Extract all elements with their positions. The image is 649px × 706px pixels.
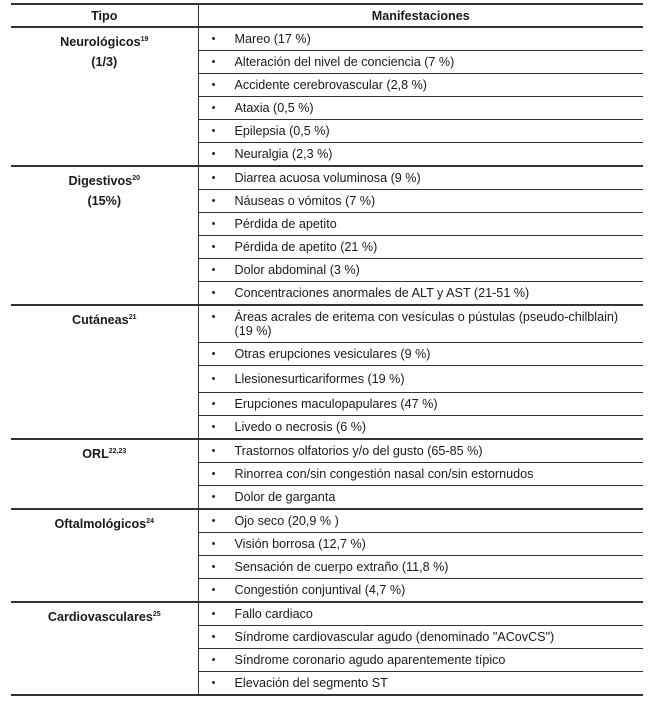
manifestation-text: Llesionesurticariformes (19 %): [234, 372, 405, 386]
list-item: [199, 306, 644, 342]
list-item: [199, 28, 644, 50]
manifestation-text: Visión borrosa (12,7 %): [234, 537, 366, 551]
manifestation-cell: [198, 393, 643, 416]
manifestation-text: Neuralgia (2,3 %): [234, 147, 333, 161]
manifestation-text: Síndrome cardiovascular agudo (denominado "ACovCS"): [234, 630, 555, 644]
table-row: [11, 439, 643, 463]
list-item: [199, 463, 644, 485]
manifestation-cell: [198, 649, 643, 672]
table-row: [11, 305, 643, 343]
manifestation-cell: [198, 190, 643, 213]
list-item: [199, 626, 644, 648]
manifestation-text: Concentraciones anormales de ALT y AST (21-51 %): [234, 286, 530, 300]
bullet-icon: •: [211, 56, 216, 68]
bullet-icon: •: [211, 102, 216, 114]
manifestation-text: Erupciones maculopapulares (47 %): [234, 397, 438, 411]
list-item: [199, 533, 644, 555]
type-label: Cardiovasculares: [47, 610, 153, 624]
list-item: [199, 486, 644, 508]
manifestation-text: Ataxia (0,5 %): [234, 101, 314, 115]
manifestation-cell: [198, 533, 643, 556]
manifestation-cell: [198, 509, 643, 533]
list-item: [199, 213, 644, 235]
manifestation-text: Epilepsia (0,5 %): [234, 124, 330, 138]
bullet-icon: •: [211, 608, 216, 620]
type-label: Oftalmológicos: [54, 517, 147, 531]
manifestation-cell: [198, 166, 643, 190]
list-item: [199, 259, 644, 281]
reference-superscript: 21: [128, 314, 137, 321]
bullet-icon: •: [211, 373, 216, 385]
list-item: [199, 416, 644, 438]
type-label: Neurológicos: [60, 35, 141, 49]
list-item: [199, 603, 644, 625]
type-cell: [11, 439, 198, 509]
manifestation-cell: [198, 343, 643, 366]
manifestation-cell: [198, 672, 643, 696]
bullet-icon: •: [211, 538, 216, 550]
manifestation-cell: [198, 602, 643, 626]
bullet-icon: •: [211, 348, 216, 360]
list-item: [199, 236, 644, 258]
manifestation-text: Alteración del nivel de conciencia (7 %): [234, 55, 455, 69]
bullet-icon: •: [211, 468, 216, 480]
reference-superscript: 25: [152, 611, 161, 618]
reference-superscript: 22,23: [108, 448, 127, 455]
manifestation-cell: [198, 486, 643, 510]
list-item: [199, 343, 644, 365]
list-item: [199, 167, 644, 189]
list-item: [199, 366, 644, 392]
type-subtitle: (1/3): [91, 55, 118, 69]
manifestation-cell: [198, 463, 643, 486]
manifestation-text: Fallo cardiaco: [234, 607, 313, 621]
bullet-icon: •: [211, 195, 216, 207]
list-item: [199, 440, 644, 462]
manifestation-text: Pérdida de apetito (21 %): [234, 240, 378, 254]
type-cell: [11, 27, 198, 166]
reference-superscript: 24: [146, 518, 154, 525]
list-item: [199, 97, 644, 119]
manifestation-cell: [198, 439, 643, 463]
type-label: ORL: [82, 447, 109, 461]
manifestation-text: Trastornos olfatorios y/o del gusto (65-85 %): [234, 444, 483, 458]
bullet-icon: •: [211, 218, 216, 230]
manifestation-text: Náuseas o vómitos (7 %): [234, 194, 376, 208]
manifestation-cell: [198, 579, 643, 603]
table-row: [11, 602, 643, 626]
list-item: [199, 649, 644, 671]
manifestation-cell: [198, 97, 643, 120]
manifestation-text: Síndrome coronario agudo aparentemente típico: [234, 653, 506, 667]
type-label: Cutáneas: [72, 313, 129, 327]
manifestation-text: Dolor abdominal (3 %): [234, 263, 360, 277]
header-row: [11, 4, 643, 27]
header-tipo: Tipo: [11, 4, 198, 27]
manifestation-text: Diarrea acuosa voluminosa (9 %): [234, 171, 421, 185]
list-item: [199, 120, 644, 142]
manifestation-cell: [198, 143, 643, 167]
bullet-icon: •: [211, 148, 216, 160]
manifestation-text: Pérdida de apetito: [234, 217, 337, 231]
table-body: [11, 27, 643, 695]
bullet-icon: •: [211, 677, 216, 689]
bullet-icon: •: [211, 631, 216, 643]
manifestation-cell: [198, 259, 643, 282]
manifestation-text: Elevación del segmento ST: [234, 676, 388, 690]
list-item: [199, 393, 644, 415]
manifestation-text: Áreas acrales de eritema con vesículas o pústulas (pseudo-chilblain) (19 %): [234, 310, 619, 338]
manifestation-cell: [198, 556, 643, 579]
reference-superscript: 20: [132, 175, 140, 182]
list-item: [199, 143, 644, 165]
manifestation-cell: [198, 282, 643, 306]
table-row: [11, 509, 643, 533]
manifestation-text: Ojo seco (20,9 % ): [234, 514, 339, 528]
bullet-icon: •: [211, 264, 216, 276]
manifestation-text: Otras erupciones vesiculares (9 %): [234, 347, 431, 361]
list-item: [199, 510, 644, 532]
manifestation-cell: [198, 366, 643, 393]
manifestation-cell: [198, 120, 643, 143]
header-manifestaciones: Manifestaciones: [198, 4, 643, 27]
manifestation-cell: [198, 27, 643, 51]
manifestations-table: [11, 3, 643, 696]
manifestation-text: Accidente cerebrovascular (2,8 %): [234, 78, 427, 92]
bullet-icon: •: [211, 311, 216, 323]
bullet-icon: •: [211, 445, 216, 457]
table-row: [11, 166, 643, 190]
bullet-icon: •: [211, 398, 216, 410]
list-item: [199, 672, 644, 694]
type-subtitle: (15%): [87, 194, 122, 208]
table-row: [11, 27, 643, 51]
bullet-icon: •: [211, 125, 216, 137]
manifestation-cell: [198, 305, 643, 343]
list-item: [199, 74, 644, 96]
manifestation-text: Sensación de cuerpo extraño (11,8 %): [234, 560, 449, 574]
bullet-icon: •: [211, 421, 216, 433]
bullet-icon: •: [211, 287, 216, 299]
bullet-icon: •: [211, 515, 216, 527]
manifestation-text: Congestión conjuntival (4,7 %): [234, 583, 406, 597]
bullet-icon: •: [211, 561, 216, 573]
manifestation-cell: [198, 626, 643, 649]
type-cell: [11, 305, 198, 439]
reference-superscript: 19: [140, 36, 149, 43]
manifestation-cell: [198, 51, 643, 74]
manifestation-text: Rinorrea con/sin congestión nasal con/sin estornudos: [234, 467, 534, 481]
list-item: [199, 190, 644, 212]
list-item: [199, 51, 644, 73]
type-label: Digestivos: [68, 174, 133, 188]
list-item: [199, 556, 644, 578]
bullet-icon: •: [211, 241, 216, 253]
type-cell: [11, 509, 198, 602]
bullet-icon: •: [211, 491, 216, 503]
bullet-icon: •: [211, 584, 216, 596]
list-item: [199, 282, 644, 304]
bullet-icon: •: [211, 79, 216, 91]
manifestation-cell: [198, 74, 643, 97]
manifestation-text: Mareo (17 %): [234, 32, 311, 46]
manifestation-cell: [198, 236, 643, 259]
type-cell: [11, 166, 198, 305]
bullet-icon: •: [211, 33, 216, 45]
bullet-icon: •: [211, 172, 216, 184]
bullet-icon: •: [211, 654, 216, 666]
manifestation-cell: [198, 213, 643, 236]
manifestation-text: Dolor de garganta: [234, 490, 336, 504]
manifestation-cell: [198, 416, 643, 440]
type-cell: [11, 602, 198, 695]
list-item: [199, 579, 644, 601]
manifestation-text: Livedo o necrosis (6 %): [234, 420, 367, 434]
